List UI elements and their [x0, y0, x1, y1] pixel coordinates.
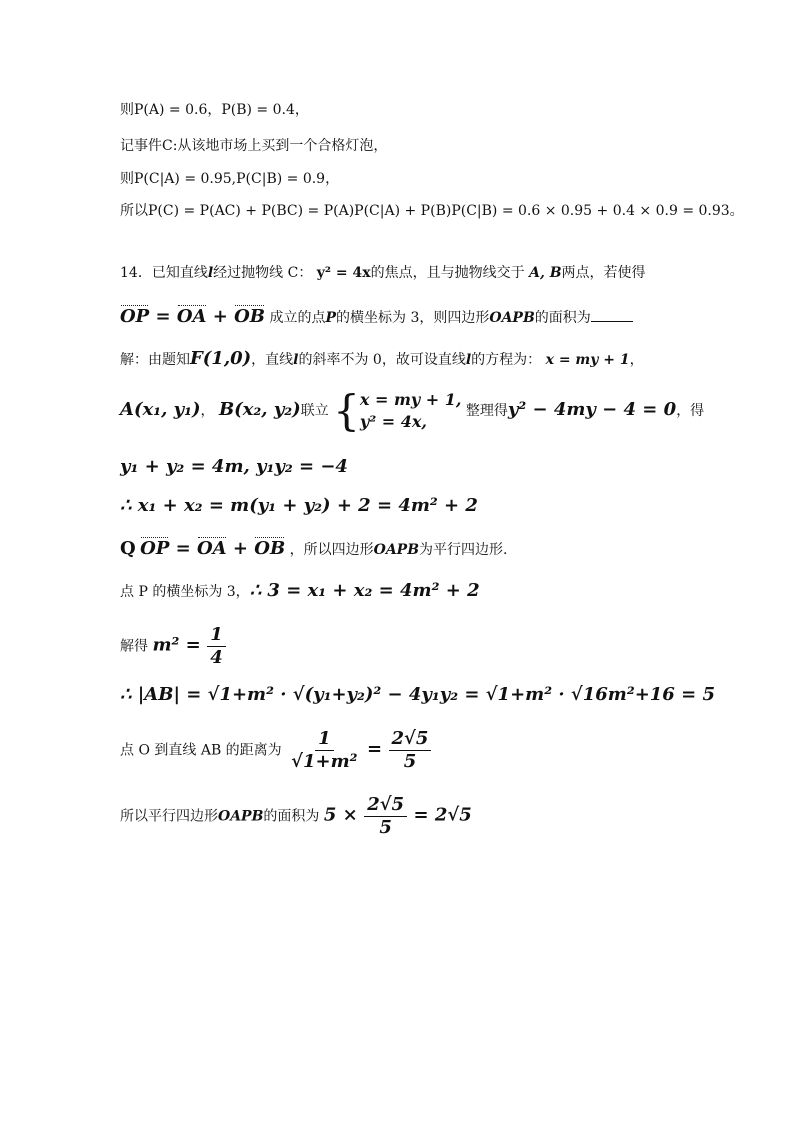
area-fraction: $\frac{2√5}{5}$ [364, 796, 407, 837]
line-total-prob: 所以P(C) = P(AC) + P(BC) = P(A)P(C|A) + P(B)P(C|B) = 0.6 × 0.95 + 0.4 × 0.9 = 0.93。 [120, 203, 744, 219]
answer-blank [591, 321, 633, 322]
line-event-c: 记事件C:从该地市场上买到一个合格灯泡， [120, 138, 388, 154]
solution-system: A(x₁, y₁)， B(x₂, y₂)联立 { x = my + 1, y² = 4x, 整理得y² − 4my − 4 = 0，得 [120, 386, 705, 435]
equation-system: { x = my + 1, y² = 4x, [333, 386, 462, 435]
area-line: 所以平行四边形OAPB的面积为 5 × $\frac{2√5}{5}$ = 2√5 [120, 794, 472, 838]
parallelogram-line: Q OP = OA + OB ，所以四边形OAPB为平行四边形. [120, 538, 508, 559]
sum-x-equation: ∴ x₁ + x₂ = m(y₁ + y₂) + 2 = 4m² + 2 [120, 495, 478, 516]
solution-intro: 解：由题知F(1,0)，直线l的斜率不为 0，故可设直线l的方程为： x = my + 1， [120, 348, 644, 369]
line-cond-prob: 则P(C|A) = 0.95,P(C|B) = 0.9， [120, 171, 340, 187]
px-line: 点 P 的横坐标为 3，∴ 3 = x₁ + x₂ = 4m² + 2 [120, 580, 480, 601]
solve-m-line: 解得 m² = $\frac{1}{4}$ [120, 626, 228, 667]
distance-fraction: $\frac{1}{\text{√1+m²}}$ [291, 728, 358, 772]
distance-line: 点 O 到直线 AB 的距离为 $\frac{1}{\text{√1+m²}}$ = $\frac{2√5}{5}$ [120, 730, 433, 771]
ab-length-line: ∴ |AB| = √1+m² · √(y₁+y₂)² − 4y₁y₂ = √1+m² · √16m²+16 = 5 [120, 684, 715, 705]
vieta-formula: y₁ + y₂ = 4m, y₁y₂ = −4 [120, 456, 348, 477]
fraction-one-quarter: $\frac{1}{4}$ [207, 626, 226, 667]
question-14-line2: OP = OA + OB 成立的点P的横坐标为 3，则四边形OAPB的面积为 [120, 308, 633, 326]
vector-equation: OP = OA + OB [120, 306, 266, 327]
two-root-five-over-five: $\frac{2√5}{5}$ [389, 730, 432, 771]
line-prob-ab: 则P(A) = 0.6，P(B) = 0.4， [120, 102, 309, 118]
question-14-line1: 14．已知直线l经过抛物线 C： y² = 4x的焦点，且与抛物线交于 A, B两点，若使得 [120, 265, 646, 281]
